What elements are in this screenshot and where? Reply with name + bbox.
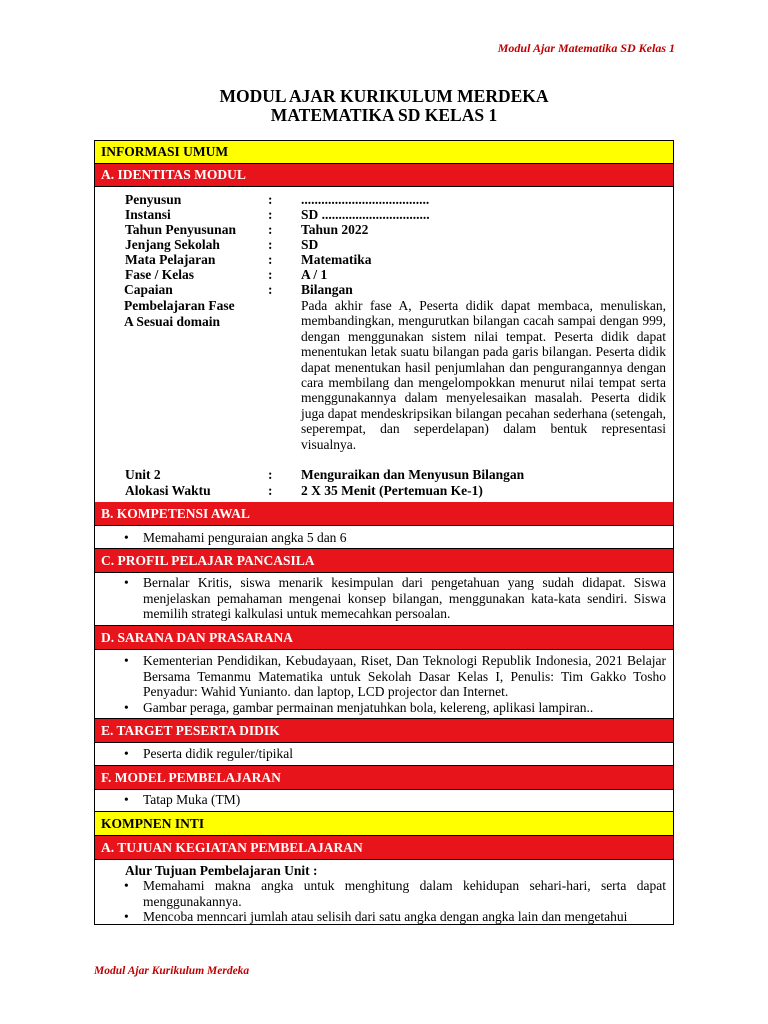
list-item: • Mencoba menncari jumlah atau selisih dari satu angka dengan angka lain dan mengetahui bbox=[143, 909, 666, 925]
section-sarana-prasarana: D. SARANA DAN PRASARANA bbox=[95, 626, 673, 650]
colon: : bbox=[268, 252, 273, 267]
label-jenjang: Jenjang Sekolah bbox=[125, 237, 220, 252]
label-capaian-3: A Sesuai domain bbox=[124, 314, 221, 329]
value-penyusun: ...................................... bbox=[301, 192, 430, 207]
value-unit: Menguraikan dan Menyusun Bilangan bbox=[301, 467, 525, 482]
tujuan-content bbox=[95, 860, 673, 925]
page-subtitle: MATEMATIKA SD KELAS 1 bbox=[270, 105, 498, 125]
tujuan-subheading: Alur Tujuan Pembelajaran Unit : bbox=[125, 863, 318, 878]
value-capaian-text: Pada akhir fase A, Peserta didik dapat membaca, menuliskan, membandingkan, mengurutkan bilangan cacah sampai dengan 999, dengan menggunakan sistem nilai tempat. Peserta didik dapat menentukan letak suatu bilangan pada garis bilangan. Peserta didik dapat menentukan hasil penjumlahan dan pengurangannya dengan cara membilang dan mengelompokkan menurut nilai tempat serta menggunakannya dalam menyelesaikan masalah. Peserta didik juga dapat mendeskripsikan bilangan pecahan sederhana (setengah, seperempat, dan seperdelapan) dalam bentuk representasi visualnya. bbox=[301, 298, 666, 452]
value-alokasi: 2 X 35 Menit (Pertemuan Ke-1) bbox=[301, 483, 483, 498]
section-tujuan-pembelajaran: A. TUJUAN KEGIATAN PEMBELAJARAN bbox=[95, 836, 673, 860]
section-identitas-modul: A. IDENTITAS MODUL bbox=[95, 164, 673, 187]
label-capaian-2: Pembelajaran Fase bbox=[124, 298, 235, 313]
label-fase: Fase / Kelas bbox=[125, 267, 194, 282]
list-item: • Kementerian Pendidikan, Kebudayaan, Riset, Dan Teknologi Republik Indonesia, 2021 Belajar Bersama Temanmu Matematika untuk Sekolah Dasar Kelas I, Penulis: Tim Gakko Tosho Penyadur: Wahid Yunianto. dan laptop, LCD projector dan Internet. bbox=[143, 653, 666, 700]
value-tahun: Tahun 2022 bbox=[301, 222, 369, 237]
colon: : bbox=[268, 267, 273, 282]
section-kompetensi-awal: B. KOMPETENSI AWAL bbox=[95, 502, 673, 526]
kompetensi-content bbox=[95, 526, 673, 549]
colon: : bbox=[268, 237, 273, 252]
list-item: • Bernalar Kritis, siswa menarik kesimpulan dari pengetahuan yang sudah didapat. Siswa menjelaskan pemahaman mengenai konsep bilangan, menggunakan kata-kata sendiri. Siswa memilih strategi kalkulasi untuk memecahkan persoalan. bbox=[143, 575, 666, 622]
target-list bbox=[95, 746, 673, 762]
tujuan-list bbox=[95, 878, 673, 925]
colon: : bbox=[268, 207, 273, 222]
colon: : bbox=[268, 222, 273, 237]
colon: : bbox=[268, 282, 273, 297]
label-mapel: Mata Pelajaran bbox=[125, 252, 216, 267]
label-penyusun: Penyusun bbox=[125, 192, 182, 207]
section-profil-pelajar: C. PROFIL PELAJAR PANCASILA bbox=[95, 549, 673, 573]
section-target-peserta: E. TARGET PESERTA DIDIK bbox=[95, 719, 673, 743]
model-content bbox=[95, 790, 673, 812]
list-item: • Memahami penguraian angka 5 dan 6 bbox=[143, 530, 666, 546]
profil-list bbox=[95, 575, 673, 622]
sarana-list bbox=[95, 653, 673, 715]
footer-note: Modul Ajar Kurikulum Merdeka bbox=[94, 965, 250, 977]
section-komponen-inti: KOMPNEN INTI bbox=[95, 812, 673, 836]
label-unit: Unit 2 bbox=[125, 467, 161, 482]
colon: : bbox=[268, 467, 273, 482]
module-table bbox=[94, 140, 674, 925]
section-informasi-umum: INFORMASI UMUM bbox=[95, 141, 673, 164]
list-item: • Gambar peraga, gambar permainan menjatuhkan bola, kelereng, aplikasi lampiran.. bbox=[143, 700, 666, 716]
profil-content bbox=[95, 573, 673, 626]
value-capaian-title: Bilangan bbox=[301, 282, 353, 297]
list-item: • Tatap Muka (TM) bbox=[143, 792, 666, 808]
label-alokasi: Alokasi Waktu bbox=[125, 483, 211, 498]
list-item: • Memahami makna angka untuk menghitung dalam kehidupan sehari-hari, serta dapat menggunakannya. bbox=[143, 878, 666, 909]
label-tahun: Tahun Penyusunan bbox=[125, 222, 236, 237]
colon: : bbox=[268, 192, 273, 207]
label-capaian-1: Capaian bbox=[124, 282, 173, 297]
label-instansi: Instansi bbox=[125, 207, 171, 222]
target-content bbox=[95, 743, 673, 766]
value-fase: A / 1 bbox=[301, 267, 328, 282]
value-jenjang: SD bbox=[301, 237, 319, 252]
page-title: MODUL AJAR KURIKULUM MERDEKA bbox=[219, 86, 549, 106]
sarana-content bbox=[95, 650, 673, 719]
colon: : bbox=[268, 483, 273, 498]
value-mapel: Matematika bbox=[301, 252, 372, 267]
header-note: Modul Ajar Matematika SD Kelas 1 bbox=[497, 41, 675, 55]
section-model-pembelajaran: F. MODEL PEMBELAJARAN bbox=[95, 766, 673, 790]
identitas-content bbox=[95, 187, 673, 507]
value-instansi: SD ................................ bbox=[301, 207, 430, 222]
list-item: • Peserta didik reguler/tipikal bbox=[143, 746, 666, 762]
kompetensi-list bbox=[95, 530, 673, 546]
model-list bbox=[95, 792, 673, 808]
